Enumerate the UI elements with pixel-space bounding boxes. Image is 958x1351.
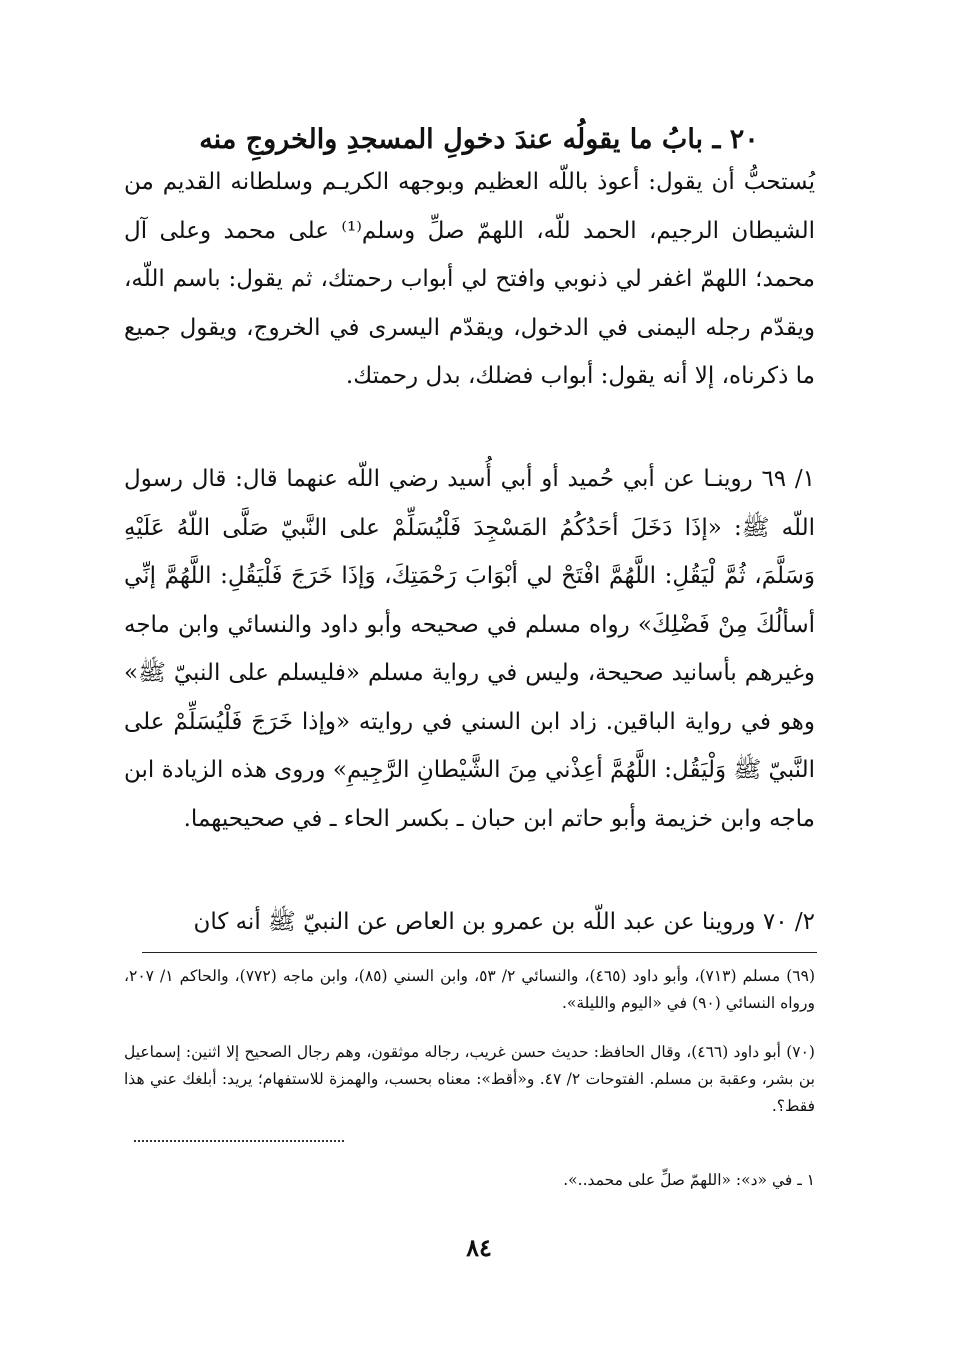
marginal-note: ١ ـ في «د»: «اللهمّ صلِّ على محمد..». — [563, 1171, 815, 1189]
dotted-separator — [134, 1140, 344, 1142]
page-number: ٨٤ — [466, 1233, 492, 1262]
footnote-divider — [142, 952, 817, 953]
intro-paragraph: يُستحبُّ أن يقول: أعوذ باللّه العظيم وبوجهه الكريـم وسلطانه القديم من الشيطان الرجيم، الحمد للّه، اللهمّ صلِّ وسلم⁽¹⁾ على محمد وعلى آل محمد؛ اللهمّ اغفر لي ذنوبي وافتح لي أبواب رحمتك، ثم يقول: باسم اللّه، ويقدّم رجله اليمنى في الدخول، ويقدّم اليسرى في الخروج، ويقول جميع ما ذكرناه، إلا أنه يقول: أبواب فضلك، بدل رحمتك. — [124, 169, 816, 389]
hadith-70-paragraph: ٢/ ٧٠ وروينا عن عبد اللّه بن عمرو بن العاص عن النبيّ ﷺ أنه كان — [193, 909, 815, 935]
footnote-70: (٧٠) أبو داود (٤٦٦)، وقال الحافظ: حديث حسن غريب، رجاله موثقون، وهم رجال الصحيح إلا اثنين: إسماعيل بن بشر، وعقبة بن مسلم. الفتوحات ٢/ ٤٧. و«أقط»: معناه بحسب، والهمزة للاستفهام؛ يريد: أبلغك عني هذا فقط؟. — [124, 1043, 815, 1115]
hadith-69-paragraph: ١/ ٦٩ روينـا عن أبي حُميد أو أبي أُسيد رضي اللّه عنهما قال: قال رسول اللّه ﷺ: «إذَا دَخَلَ أحَدُكُمُ المَسْجِدَ فَلْيُسَلِّمْ على النَّبيّ صَلَّى اللّهُ عَلَيْهِ وَسَلَّمَ، ثُمَّ لْيَقُلِ: اللَّهُمَّ افْتَحْ لي أبْوَابَ رَحْمَتِكَ، وَإذَا خَرَجَ فَلْيَقُلِ: اللَّهُمَّ إنِّي أسألُكَ مِنْ فَضْلِكَ» رواه مسلم في صحيحه وأبو داود والنسائي وابن ماجه وغيرهم بأسانيد صحيحة، وليس في رواية مسلم «فليسلم على النبيّ ﷺ» وهو في رواية الباقين. زاد ابن السني في روايته «وإذا خَرَجَ فَلْيُسَلِّمْ على النَّبيّ ﷺ وَلْيَقُل: اللَّهُمَّ أعِذْني مِنَ الشَّيْطانِ الرَّجِيمِ» وروى هذه الزيادة ابن ماجه وابن خزيمة وأبو حاتم ابن حبان ـ بكسر الحاء ـ في صحيحيهما. — [124, 466, 815, 832]
footnote-69: (٦٩) مسلم (٧١٣)، وأبو داود (٤٦٥)، والنسائي ٢/ ٥٣، وابن السني (٨٥)، وابن ماجه (٧٧٢)، والحاكم ١/ ٢٠٧، ورواه النسائي (٩٠) في «اليوم والليلة». — [124, 967, 815, 1012]
chapter-title: ٢٠ ـ بابُ ما يقولُه عندَ دخولِ المسجدِ والخروجِ منه — [199, 124, 759, 156]
